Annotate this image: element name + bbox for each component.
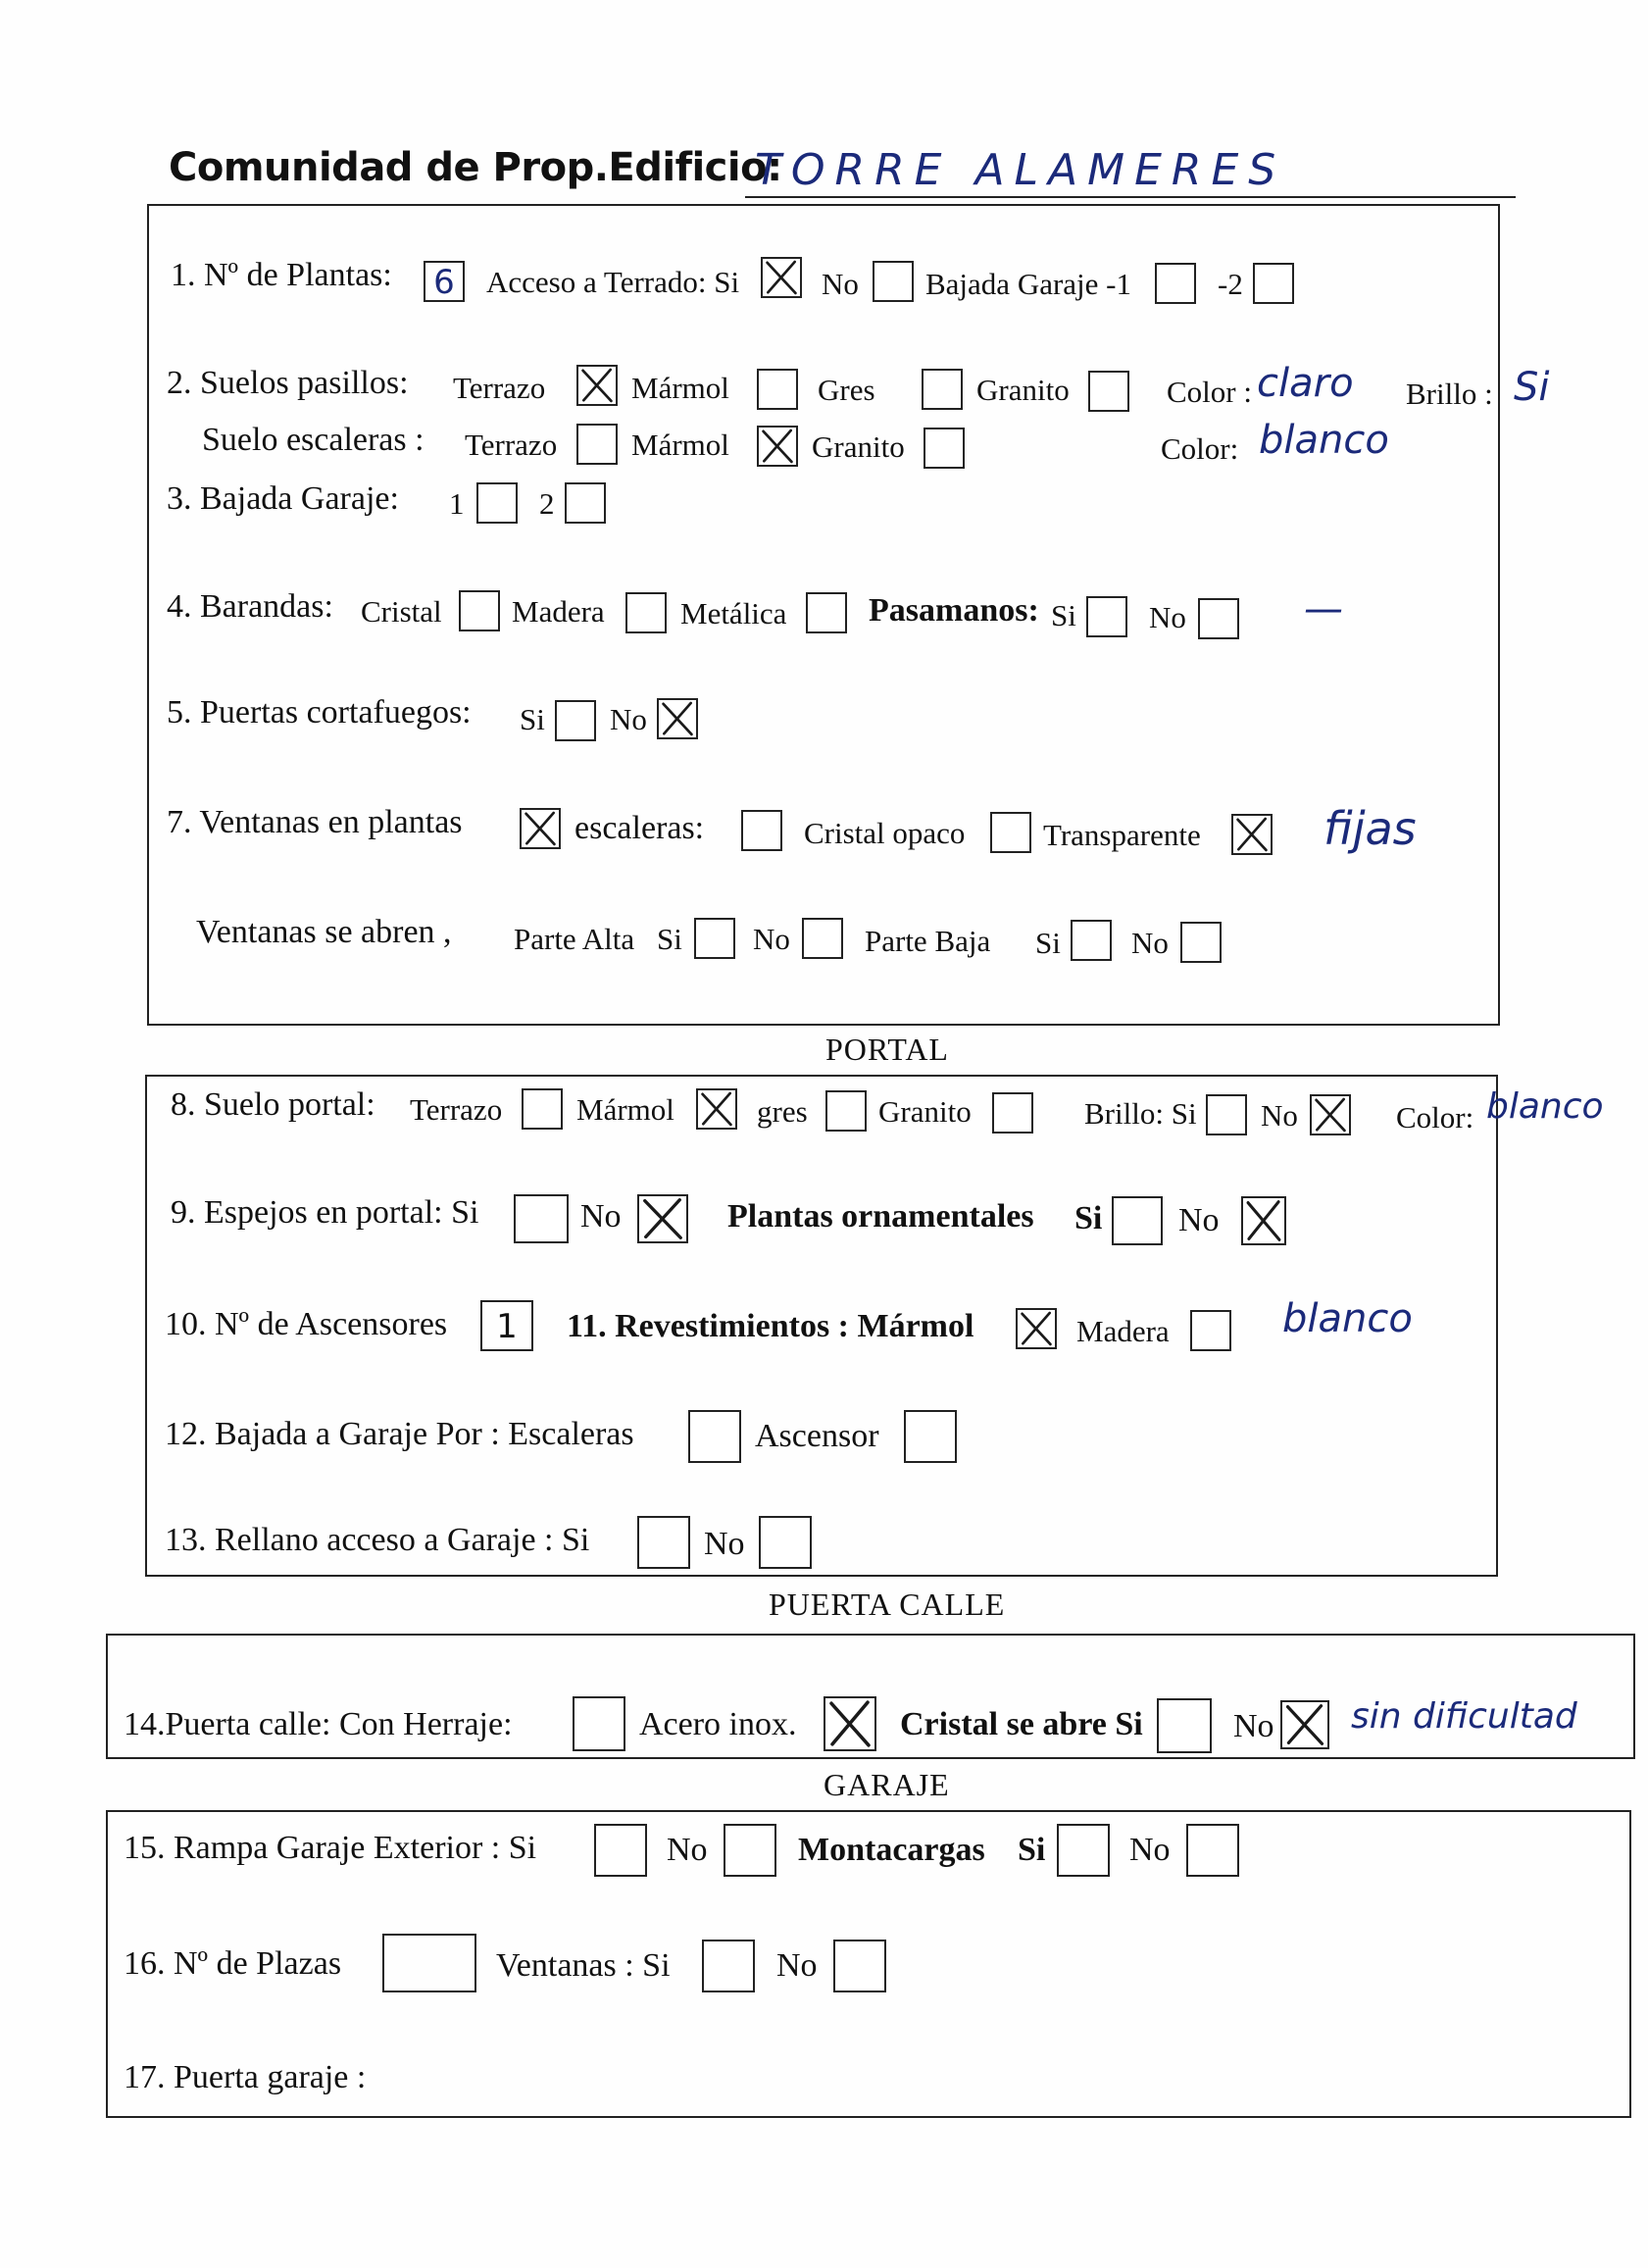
terrado-si-checkbox[interactable] <box>761 257 802 298</box>
check-mark-icon <box>659 700 696 737</box>
bajada-1-checkbox[interactable] <box>476 482 518 524</box>
q9-label: 9. Espejos en portal: Si <box>171 1194 479 1231</box>
q4-cristal-label: Cristal <box>361 594 442 629</box>
q2-brillo-label: Brillo : <box>1406 377 1493 411</box>
revest-marmol-checkbox[interactable] <box>1016 1308 1057 1349</box>
montacargas-no-checkbox[interactable] <box>1186 1824 1239 1877</box>
puerta-cristal-no-checkbox[interactable] <box>1280 1700 1329 1749</box>
q10-label: 10. Nº de Ascensores <box>165 1306 448 1342</box>
q2b-granito-label: Granito <box>812 429 905 464</box>
check-mark-icon <box>1282 1702 1327 1747</box>
q2-color-label: Color : <box>1167 375 1252 409</box>
rampa-no-checkbox[interactable] <box>724 1824 776 1877</box>
check-mark-icon <box>763 259 800 296</box>
portal-terrazo-checkbox[interactable] <box>522 1088 563 1130</box>
q2-granito-label: Granito <box>976 373 1070 407</box>
q15-no-label: No <box>667 1832 708 1868</box>
q8-granito-label: Granito <box>878 1094 972 1129</box>
check-mark-icon <box>578 367 616 404</box>
q9-plantas-no-label: No <box>1178 1202 1220 1238</box>
q8-terrazo-label: Terrazo <box>410 1092 503 1127</box>
garaje-m1-checkbox[interactable] <box>1155 263 1196 304</box>
check-mark-icon <box>1243 1198 1284 1243</box>
q7-label: 7. Ventanas en plantas <box>167 804 463 840</box>
escalera-terrazo-checkbox[interactable] <box>576 424 618 465</box>
q2b-marmol-label: Mármol <box>631 428 729 462</box>
q5-label: 5. Puertas cortafuegos: <box>167 694 472 731</box>
q7b-baja-label: Parte Baja <box>865 924 991 958</box>
q12-ascensor-label: Ascensor <box>755 1418 879 1454</box>
pasamanos-note[interactable]: — <box>1304 586 1343 631</box>
q14-label: 14.Puerta calle: Con Herraje: <box>124 1706 513 1742</box>
q1-no-label: No <box>822 267 859 301</box>
ascensores-input[interactable]: 1 <box>480 1300 533 1351</box>
pasillo-granito-checkbox[interactable] <box>1088 371 1129 412</box>
q3-label: 3. Bajada Garaje: <box>167 480 399 517</box>
q7b-label: Ventanas se abren , <box>196 914 452 950</box>
baranda-metalica-checkbox[interactable] <box>806 592 847 633</box>
q4-madera-label: Madera <box>512 594 605 629</box>
pasillo-terrazo-checkbox[interactable] <box>576 365 618 406</box>
check-mark-icon <box>759 428 796 465</box>
espejos-si-checkbox[interactable] <box>514 1194 569 1243</box>
bajada-ascensor-checkbox[interactable] <box>904 1410 957 1463</box>
check-mark-icon <box>639 1196 686 1241</box>
q7-transp-label: Transparente <box>1043 818 1201 852</box>
check-mark-icon <box>698 1090 735 1128</box>
terrado-no-checkbox[interactable] <box>873 261 914 302</box>
garaje-section-title: GARAJE <box>824 1767 950 1802</box>
ventanas-plantas-checkbox[interactable] <box>520 808 561 849</box>
q2-label: 2. Suelos pasillos: <box>167 365 409 401</box>
plazas-input[interactable] <box>382 1934 476 1992</box>
plantas-no-checkbox[interactable] <box>1241 1196 1286 1245</box>
puerta-cristal-si-checkbox[interactable] <box>1157 1698 1212 1753</box>
puerta-herraje-checkbox[interactable] <box>573 1696 625 1751</box>
pasillo-gres-checkbox[interactable] <box>922 369 963 410</box>
check-mark-icon <box>1233 816 1271 853</box>
bajada-2-checkbox[interactable] <box>565 482 606 524</box>
q2-terrazo-label: Terrazo <box>453 371 546 405</box>
garaje-m2-checkbox[interactable] <box>1253 263 1294 304</box>
q2b-label: Suelo escaleras : <box>202 422 424 458</box>
q11-madera-label: Madera <box>1076 1314 1170 1348</box>
q8-gres-label: gres <box>757 1094 808 1129</box>
cortafuegos-no-checkbox[interactable] <box>657 698 698 739</box>
rampa-si-checkbox[interactable] <box>594 1824 647 1877</box>
cristal-opaco-checkbox[interactable] <box>990 812 1031 853</box>
rellano-si-checkbox[interactable] <box>637 1516 690 1569</box>
ventanas-escaleras-checkbox[interactable] <box>741 810 782 851</box>
q8-brillo-label: Brillo: Si <box>1084 1096 1197 1131</box>
q4-pasamanos-label: Pasamanos: <box>869 592 1039 629</box>
q1-label: 1. Nº de Plantas: <box>171 257 392 293</box>
espejos-no-checkbox[interactable] <box>637 1194 688 1243</box>
q14-cristal-label: Cristal se abre Si <box>900 1706 1143 1742</box>
q16-ventanas-label: Ventanas : Si <box>496 1947 671 1984</box>
q5-si-label: Si <box>520 702 545 736</box>
check-mark-icon <box>522 810 559 847</box>
portal-color-value[interactable]: blanco <box>1486 1086 1604 1127</box>
q4-si-label: Si <box>1051 598 1076 632</box>
q15-si-label: Si <box>1018 1832 1046 1868</box>
q9-plantas-label: Plantas ornamentales <box>727 1198 1034 1235</box>
title-underline <box>745 196 1516 198</box>
escalera-granito-checkbox[interactable] <box>924 428 965 469</box>
escalera-color-value[interactable]: blanco <box>1259 418 1389 463</box>
parte-baja-no-checkbox[interactable] <box>1180 922 1222 963</box>
puerta-calle-section-title: PUERTA CALLE <box>769 1587 1006 1622</box>
q1-garaje-label: Bajada Garaje -1 <box>925 267 1131 301</box>
q3-one-label: 1 <box>449 486 465 521</box>
parte-alta-si-checkbox[interactable] <box>694 918 735 959</box>
escalera-marmol-checkbox[interactable] <box>757 426 798 467</box>
q7b-baja-si-label: Si <box>1035 926 1061 960</box>
q9-no-label: No <box>580 1198 622 1235</box>
ventanas-note[interactable]: fijas <box>1323 802 1417 855</box>
rellano-no-checkbox[interactable] <box>759 1516 812 1569</box>
portal-section-title: PORTAL <box>825 1032 949 1067</box>
q7b-alta-label: Parte Alta <box>514 922 635 956</box>
q4-metalica-label: Metálica <box>680 596 787 630</box>
plantas-si-checkbox[interactable] <box>1112 1196 1163 1245</box>
pasamanos-si-checkbox[interactable] <box>1086 596 1127 637</box>
q15-label: 15. Rampa Garaje Exterior : Si <box>124 1830 537 1866</box>
cristal-transparente-checkbox[interactable] <box>1231 814 1273 855</box>
portal-gres-checkbox[interactable] <box>825 1090 867 1132</box>
plantas-input[interactable]: 6 <box>424 261 465 302</box>
q15-mont-no-label: No <box>1129 1832 1171 1868</box>
check-mark-icon <box>1312 1096 1349 1134</box>
q17-label: 17. Puerta garaje : <box>124 2059 367 2095</box>
check-mark-icon <box>825 1698 874 1749</box>
parte-baja-si-checkbox[interactable] <box>1071 920 1112 961</box>
pasamanos-no-checkbox[interactable] <box>1198 598 1239 639</box>
puerta-note[interactable]: sin dificultad <box>1351 1696 1577 1737</box>
pasillo-brillo-value[interactable]: Si <box>1514 365 1550 410</box>
q11-label: 11. Revestimientos : Mármol <box>567 1308 974 1344</box>
q7-opaco-label: Cristal opaco <box>804 816 966 850</box>
q7-escaleras-label: escaleras: <box>574 810 705 846</box>
pasillo-color-value[interactable]: claro <box>1257 361 1354 406</box>
portal-brillo-no-checkbox[interactable] <box>1310 1094 1351 1135</box>
q14-no-label: No <box>1233 1708 1274 1744</box>
portal-granito-checkbox[interactable] <box>992 1092 1033 1134</box>
q13-label: 13. Rellano acceso a Garaje : Si <box>165 1522 590 1558</box>
garaje-ventanas-no-checkbox[interactable] <box>833 1940 886 1992</box>
q7b-alta-si-label: Si <box>657 922 682 956</box>
q7b-alta-no-label: No <box>753 922 790 956</box>
garaje-ventanas-si-checkbox[interactable] <box>702 1940 755 1992</box>
q8-label: 8. Suelo portal: <box>171 1086 375 1123</box>
q2-marmol-label: Mármol <box>631 371 729 405</box>
bajada-escaleras-checkbox[interactable] <box>688 1410 741 1463</box>
baranda-cristal-checkbox[interactable] <box>459 590 500 631</box>
parte-alta-no-checkbox[interactable] <box>802 918 843 959</box>
q16-no-label: No <box>776 1947 818 1984</box>
cortafuegos-si-checkbox[interactable] <box>555 700 596 741</box>
portal-brillo-si-checkbox[interactable] <box>1206 1094 1247 1135</box>
q9-si-label: Si <box>1074 1200 1103 1236</box>
building-name[interactable]: TORRE ALAMERES <box>755 145 1286 195</box>
check-mark-icon <box>1018 1310 1055 1347</box>
q12-label: 12. Bajada a Garaje Por : Escaleras <box>165 1416 634 1452</box>
q4-label: 4. Barandas: <box>167 588 333 625</box>
q14-acero-label: Acero inox. <box>639 1706 797 1742</box>
q4-no-label: No <box>1149 600 1186 634</box>
q13-no-label: No <box>704 1526 745 1562</box>
q3-two-label: 2 <box>539 486 555 521</box>
puerta-acero-checkbox[interactable] <box>824 1696 876 1751</box>
q8-no-label: No <box>1261 1098 1298 1133</box>
q2-gres-label: Gres <box>818 373 875 407</box>
q1-terrado-label: Acceso a Terrado: Si <box>486 265 740 299</box>
q8-color-label: Color: <box>1396 1100 1474 1134</box>
pasillo-marmol-checkbox[interactable] <box>757 369 798 410</box>
q16-label: 16. Nº de Plazas <box>124 1945 342 1982</box>
q7b-baja-no-label: No <box>1131 926 1169 960</box>
q2b-terrazo-label: Terrazo <box>465 428 558 462</box>
q2b-color-label: Color: <box>1161 431 1239 466</box>
form-title-label: Comunidad de Prop.Edificio: <box>169 145 782 190</box>
q15-montacargas-label: Montacargas <box>798 1832 985 1868</box>
revest-note[interactable]: blanco <box>1282 1296 1413 1341</box>
revest-madera-checkbox[interactable] <box>1190 1310 1231 1351</box>
montacargas-si-checkbox[interactable] <box>1057 1824 1110 1877</box>
q1-m2-label: -2 <box>1218 267 1243 301</box>
baranda-madera-checkbox[interactable] <box>625 592 667 633</box>
q5-no-label: No <box>610 702 647 736</box>
portal-marmol-checkbox[interactable] <box>696 1088 737 1130</box>
q8-marmol-label: Mármol <box>576 1092 674 1127</box>
